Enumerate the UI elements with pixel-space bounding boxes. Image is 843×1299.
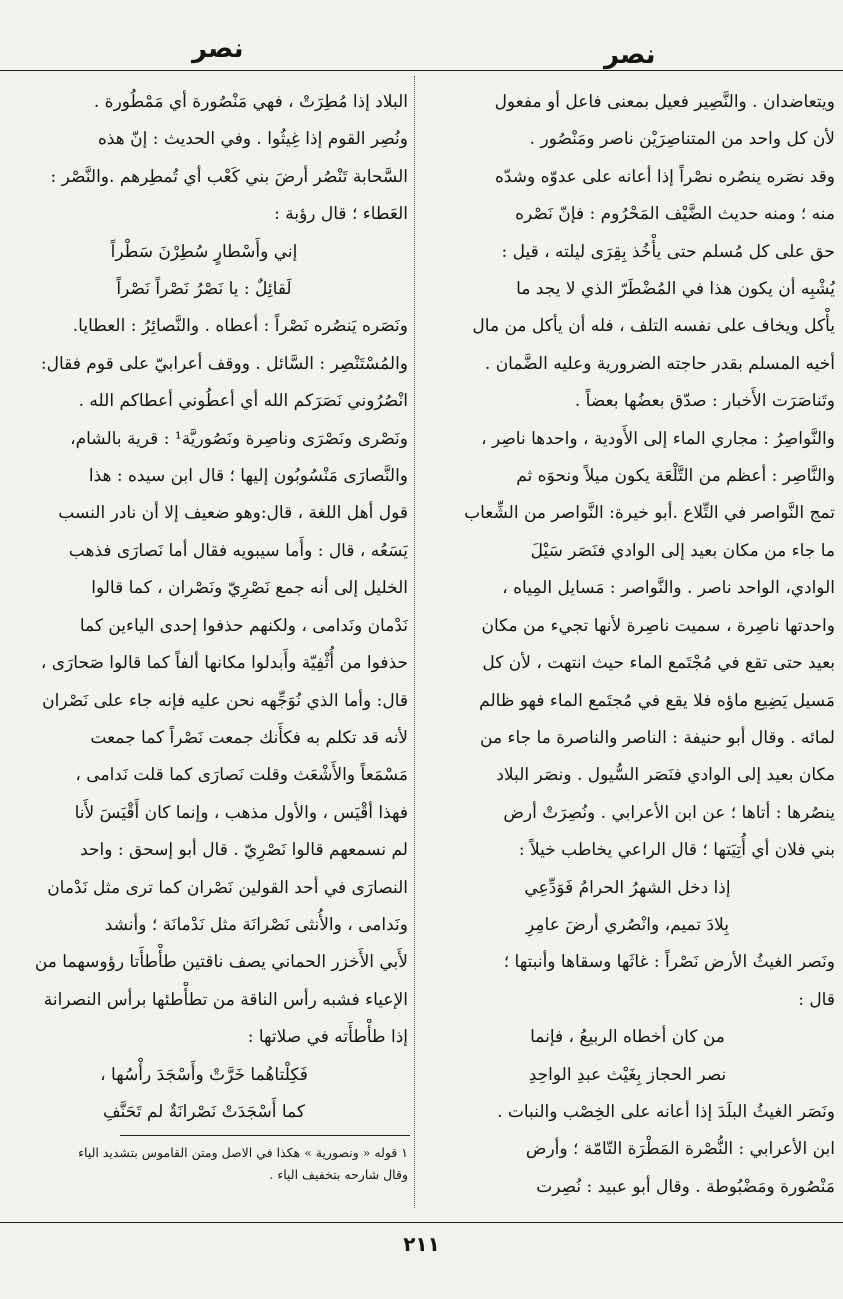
text-line: ما جاء من مكان بعيد إلى الوادي فنَصَر سَيْلَ <box>530 540 835 561</box>
text-line: لم نسمعهم قالوا نَصْرِيّ . قال أبو إسحق : واحد <box>80 840 408 861</box>
text-line: وقد نصَره ينصُره نصْراً إذا أعانه على عدوّه وشدّه <box>494 166 835 187</box>
text-line: قول أهل اللغة ، قال:وهو ضعيف إلا أن نادر النسب <box>58 503 408 524</box>
text-line: لأنه قد تكلم به فكأَنك جمعت نَصْراً كما جمعت <box>90 727 408 748</box>
verse-line: من كان أخطاه الربيعُ ، فإنما <box>530 1027 725 1048</box>
text-line: السَّحابة تَنْصُر أرضَ بني كَعْب أي تُمطِرهم .والنَّصْر : <box>50 166 408 187</box>
left-column <box>0 84 408 1132</box>
text-line: يأْكل ويخاف على نفسه التلف ، فله أن يأكل من مال <box>472 316 835 337</box>
text-line: ونَصْرى ونَصْرَى وناصِرة ونَصُوريَّة¹ : قرية بالشام، <box>70 428 408 449</box>
text-line: إذا طأْطأَته في صلاتها : <box>247 1027 408 1048</box>
text-line: قال: وأما الذي نُوَجِّهه نحن عليه فإنه جاء على نَصْران <box>42 690 408 711</box>
text-line: ينصُرها : أتاها ؛ عن ابن الأعرابي . ونُصِرَتْ أرض <box>503 802 835 823</box>
verse-line: لَقائِلٌ : يا نَصْرُ نَصْراً نَصْراً <box>116 279 292 300</box>
text-line: الوادي، الواحد ناصر . والنَّواصر : مَسايل المِياه ، <box>502 578 835 599</box>
text-line: نَدْمان ونَدامى ، ولكنهم حذفوا إحدى الياءين كما <box>79 615 408 636</box>
text-line: يَسَعُه ، قال : وأَما سيبويه فقال أما نَصارَى فذهب <box>68 540 408 561</box>
right-column <box>420 84 835 1209</box>
text-line: بني فلان أي أُتِيَتها ؛ قال الراعي يخاطب خيلاً : <box>518 840 835 861</box>
verse-line: إني وأَسْطارٍ سُطِرْنَ سَطْراً <box>110 241 298 262</box>
text-line: ونَصر الغيثُ الأرض نَصْراً : غاثَها وسقاها وأنبتها ؛ <box>503 952 835 973</box>
text-line: مَنْصُورة ومَضْبُوطة . وقال أبو عبيد : نُصِرت <box>536 1176 835 1197</box>
text-line: قال : <box>798 989 835 1010</box>
text-line: بعيد حتى تقع في مُجْتَمع الماء حيث انتهت ، لأن كل <box>482 653 835 674</box>
text-line: ونُصِر القوم إذا غِيثُوا . وفي الحديث : إنّ هذه <box>97 129 408 150</box>
text-line: وتَناصَرَت الأَخبار : صدّق بعضُها بعضاً . <box>574 391 835 412</box>
verse-line: بِلادَ تميم، وانْصُري أرضَ عامِرِ <box>526 914 729 935</box>
header-rule <box>0 70 843 71</box>
text-line: ويتعاضدان . والنَّصِير فعيل بمعنى فاعل أو مفعول <box>494 92 835 112</box>
text-line: مَسيل يَضِيع ماؤه فلا يقع في مُجتَمع الماء فهو ظالم <box>479 690 835 711</box>
footnote <box>0 1142 408 1186</box>
text-line: والنَّاصِر : أعظم من التَّلْعَة يكون ميلاً ونحوَه ثم <box>516 466 835 487</box>
text-line: منه ؛ ومنه حديث الضَّيْف المَحْرُوم : فإنّ نَصْره <box>515 204 835 225</box>
text-line: انْصُرُوني نَصَرَكم الله أي أعطُوني أعطاكم الله . <box>78 391 408 412</box>
page-number: ٢١١ <box>403 1232 440 1256</box>
text-line: لأَبي الأَخزر الحماني يصف ناقتين طأْطأَتا رؤوسهما من <box>34 952 408 973</box>
text-line: مكان بعيد إلى الوادي فنَصَر السُّيول . ونصَر البلاد <box>496 765 835 786</box>
text-line: ونَصَر الغيثُ البلَدَ إذا أعانه على الخِصْب والنبات . <box>497 1101 835 1122</box>
text-line: لمائه . وقال أبو حنيفة : الناصر والناصرة ما جاء من <box>480 727 835 748</box>
text-line: الإعياء فشبه رأس الناقة من تطأْطئها برأس النصرانة <box>43 989 408 1010</box>
verse-line: إذا دخل الشهرُ الحرامُ فَوَدِّعِي <box>524 877 731 898</box>
text-line: والنَّصارَى مَنْسُوبُون إليها ؛ قال ابن سيده : هذا <box>88 466 408 487</box>
text-line: النصارَى في أحد القولين نَصْران كما ترى مثل نَدْمان <box>47 877 408 898</box>
verse-line: نصر الحجاز بِغَيْث عبدِ الواحِدِ <box>528 1064 727 1085</box>
verse-line: كما أَسْجَدَتْ نَصْرانَةٌ لم تَحَنَّفِ <box>103 1101 305 1122</box>
text-line: مَسْمَعاً والأَشْعَث وقلت نَصارَى كما قلت نَدامى ، <box>75 765 408 786</box>
footnote-rule <box>120 1135 410 1136</box>
text-line: ونَدامى ، والأُنثى نَصْرانَة مثل نَدْمانَة ؛ وأنشد <box>104 914 408 935</box>
text-line: البلاد إذا مُطِرَتْ ، فهي مَنْصُورة أي مَمْطُورة . <box>93 92 408 112</box>
text-line: واحدتها ناصِرة ، سميت ناصِرة لأنها تجيء من مكان <box>481 615 835 636</box>
header-word-right: نصر <box>604 40 656 70</box>
text-line: ونَصَره يَنصُره نَصْراً : أعطاه . والنَّصائِرُ : العطايا. <box>72 316 408 337</box>
verse-line: فَكِلْتاهُما خَرَّتْ وأَسْجَدَ رأْسُها ، <box>100 1064 308 1085</box>
text-line: والنَّواصِرُ : مجاري الماء إلى الأَودية ، واحدها ناصِر ، <box>481 428 835 449</box>
text-line: ابن الأعرابي : النُّصْرة المَطْرَة التّامّة ؛ وأرض <box>525 1139 835 1160</box>
text-line: والمُسْتَنْصِر : السَّائل . ووقف أعرابيّ على قوم فقال: <box>40 353 408 374</box>
header-word-left: نصر <box>192 34 244 64</box>
bottom-rule <box>0 1222 843 1223</box>
footnote-line: ١ قوله « ونصورية » هكذا في الاصل ومتن القاموس بتشديد الياء <box>78 1145 408 1160</box>
text-line: لأن كل واحد من المتناصِرَيْن ناصر ومَنْصُور . <box>529 129 835 150</box>
text-line: العَطاء ؛ قال رؤبة : <box>274 204 408 225</box>
text-line: فهذا أقْيَس ، والأول مذهب ، وإنما كان أَقْيَسَ لأَنا <box>74 802 408 823</box>
text-line: أخيه المسلم بقدر حاجته الضرورية وعليه الضَّمان . <box>484 353 835 374</box>
column-divider <box>414 76 415 1208</box>
text-line: يُشْبِه أن يكون هذا في المُضْطَرّ الذي لا يجد ما <box>516 279 835 300</box>
footnote-line: وقال شارحه بتخفيف الياء . <box>269 1167 408 1182</box>
text-line: الخليل إلى أنه جمع نَصْرِيّ ونَصْران ، كما قالوا <box>91 578 408 599</box>
text-line: تمج النَّواصر في التِّلاع .أبو خيرة: النَّواصر من الشِّعاب <box>464 503 835 524</box>
text-line: حق على كل مُسلم حتى يأْخُذ بِقِرَى ليلته ، قيل : <box>501 241 835 262</box>
text-line: حذفوا من أُثْفِيّة وأَبدلوا مكانها ألفاً كما قالوا صَحارَى ، <box>40 653 408 674</box>
